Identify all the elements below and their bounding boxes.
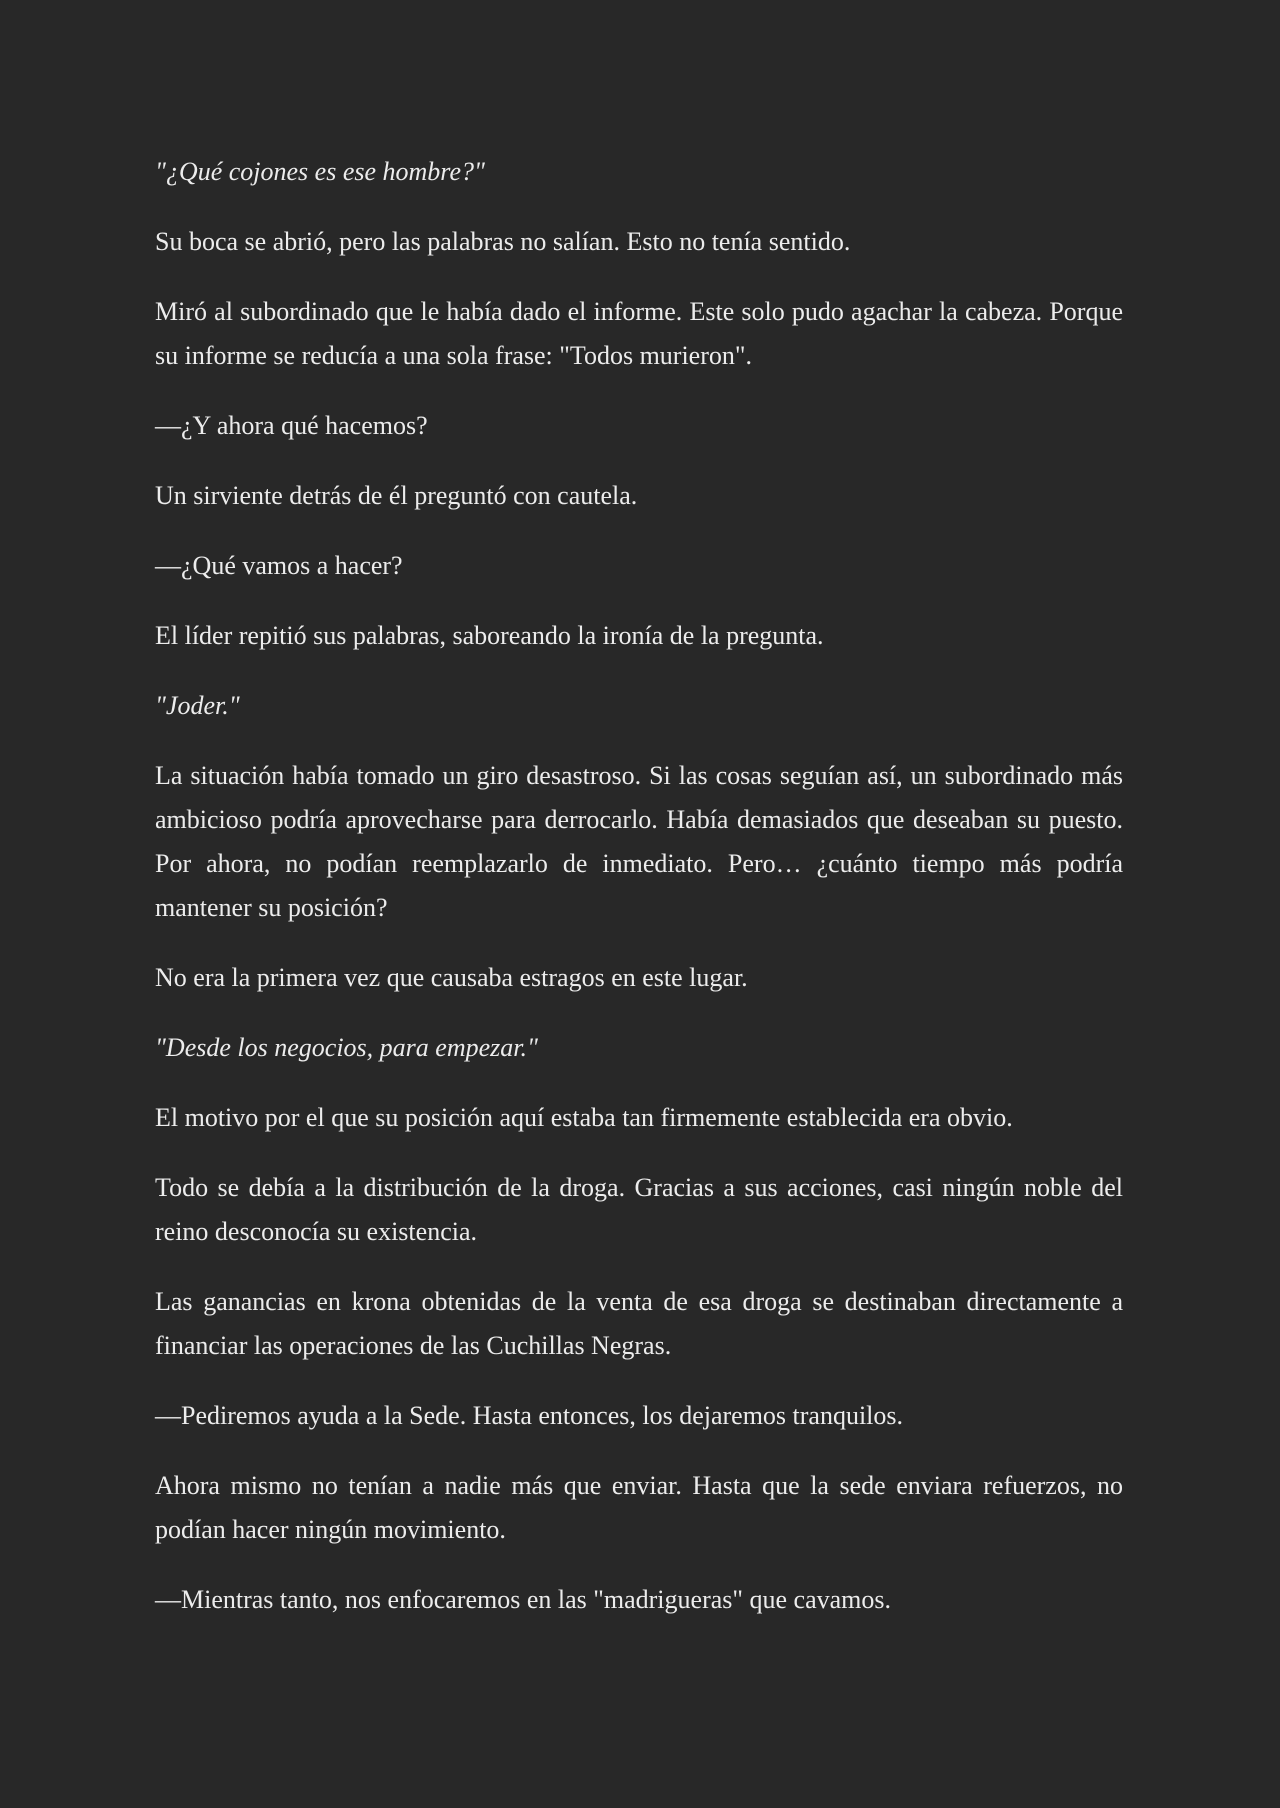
paragraph-dialogue: —¿Y ahora qué hacemos? — [155, 411, 428, 440]
paragraph-dialogue: —¿Qué vamos a hacer? — [155, 551, 403, 580]
paragraph: El líder repitió sus palabras, saboreando la ironía de la pregunta. — [155, 621, 824, 650]
reader-page — [155, 150, 1123, 1648]
paragraph: Miró al subordinado que le había dado el informe. Este solo pudo agachar la cabeza. Porque su informe se reducía a una sola frase: "Todos murieron". — [155, 297, 1123, 370]
paragraph: Un sirviente detrás de él preguntó con cautela. — [155, 481, 638, 510]
paragraph: Las ganancias en krona obtenidas de la venta de esa droga se destinaban directamente a financiar las operaciones de las Cuchillas Negras. — [155, 1287, 1123, 1360]
paragraph-dialogue: —Pediremos ayuda a la Sede. Hasta entonces, los dejaremos tranquilos. — [155, 1401, 904, 1430]
paragraph-thought: "Joder." — [155, 691, 240, 720]
paragraph: Su boca se abrió, pero las palabras no salían. Esto no tenía sentido. — [155, 227, 851, 256]
paragraph: Todo se debía a la distribución de la droga. Gracias a sus acciones, casi ningún noble del reino desconocía su existencia. — [155, 1173, 1123, 1246]
paragraph-thought: "¿Qué cojones es ese hombre?" — [155, 157, 485, 186]
paragraph: El motivo por el que su posición aquí estaba tan firmemente establecida era obvio. — [155, 1103, 1013, 1132]
paragraph-thought: "Desde los negocios, para empezar." — [155, 1033, 538, 1062]
paragraph: No era la primera vez que causaba estragos en este lugar. — [155, 963, 748, 992]
paragraph: La situación había tomado un giro desastroso. Si las cosas seguían así, un subordinado más ambicioso podría aprovecharse para derrocarlo. Había demasiados que deseaban su puesto. Por ahora, no podían reemplazarlo de inmediato. Pero… ¿cuánto tiempo más podría mantener su posición? — [155, 761, 1123, 922]
paragraph-dialogue: —Mientras tanto, nos enfocaremos en las "madrigueras" que cavamos. — [155, 1585, 891, 1614]
paragraph: Ahora mismo no tenían a nadie más que enviar. Hasta que la sede enviara refuerzos, no podían hacer ningún movimiento. — [155, 1471, 1123, 1544]
